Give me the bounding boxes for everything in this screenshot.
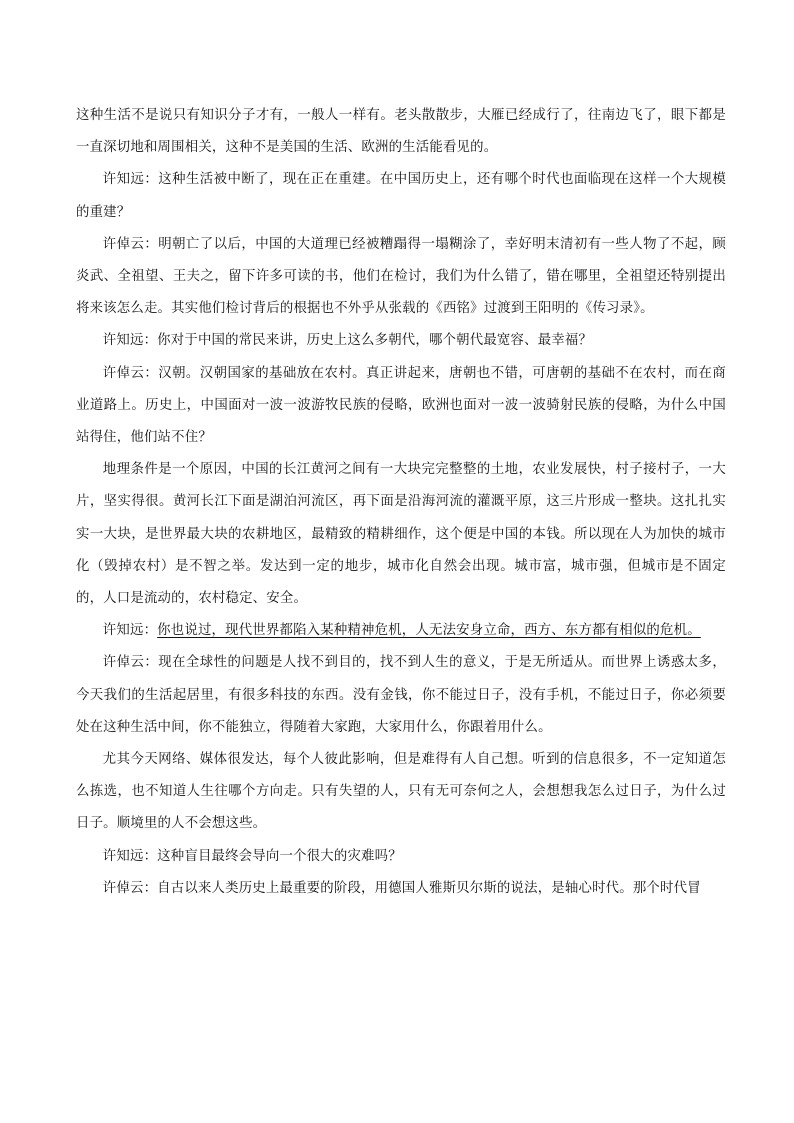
paragraph — [76, 229, 726, 326]
paragraph-text: 地理条件是一个原因，中国的长江黄河之间有一大块完完整整的土地，农业发展快，村子接村子，一大片，坚实得很。黄河长江下面是湖泊河流区，再下面是沿海河流的灌溉平原，这三片形成一整块。这扎扎实实一大块，是世界最大块的农耕地区，最精致的精耕细作，这个便是中国的本钱。所以现在人为加快的城市化（毁掉农村）是不智之举。发达到一定的地步，城市化自然会出现。城市富，城市强，但城市是不固定的，人口是流动的，农村稳定、安全。 — [76, 462, 726, 607]
speaker-label: 许知远： — [102, 172, 159, 188]
paragraph — [76, 841, 726, 873]
paragraph-text: 你对于中国的常民来讲，历史上这么多朝代，哪个朝代最宽容、最幸福？ — [157, 333, 593, 349]
paragraph — [76, 358, 726, 455]
speaker-label: 许倬云： — [102, 880, 158, 896]
paragraph-text: 这种生活不是说只有知识分子才有，一般人一样有。老头散散步，大雁已经成行了，往南边飞了，眼下都是一直深切地和周围相关，这种不是美国的生活、欧洲的生活能看见的。 — [76, 108, 726, 156]
paragraph-text: 汉朝。汉朝国家的基础放在农村。真正讲起来，唐朝也不错，可唐朝的基础不在农村，而在商业道路上。历史上，中国面对一波一波游牧民族的侵略，欧洲也面对一波一波骑射民族的侵略，为什么中国站得住，他们站不住？ — [76, 365, 726, 446]
paragraph — [76, 647, 726, 744]
paragraph — [76, 615, 726, 647]
paragraph — [76, 873, 726, 905]
speaker-label: 许倬云： — [102, 365, 159, 381]
speaker-label: 许知远： — [102, 848, 158, 864]
paragraph — [76, 100, 726, 164]
paragraph — [76, 164, 726, 228]
paragraph-text: 这种盲目最终会导向一个很大的灾难吗？ — [157, 848, 402, 864]
paragraph — [76, 454, 726, 615]
paragraph-text: 尤其今天网络、媒体很发达，每个人彼此影响，但是难得有人自己想。听到的信息很多，不一定知道怎么拣选，也不知道人生往哪个方向走。只有失望的人，只有无可奈何之人，会想想我怎么过日子，为什么过日子。顺境里的人不会想这些。 — [76, 752, 726, 832]
paragraph-text: 自古以来人类历史上最重要的阶段，用德国人雅斯贝尔斯的说法，是轴心时代。那个时代冒 — [157, 880, 701, 896]
paragraph-text: 这种生活被中断了，现在正在重建。在中国历史上，还有哪个时代也面临现在这样一个大规模的重建？ — [76, 172, 726, 220]
speaker-label: 许倬云： — [102, 655, 159, 671]
speaker-label: 许倬云： — [102, 236, 159, 252]
paragraph — [76, 325, 726, 357]
document-body — [76, 100, 726, 905]
paragraph-text: 明朝亡了以后，中国的大道理已经被糟蹋得一塌糊涂了，幸好明末清初有一些人物了不起，顾炎武、全祖望、王夫之，留下许多可读的书，他们在检讨，我们为什么错了，错在哪里，全祖望还特别提出将来该怎么走。其实他们检讨背后的根据也不外乎从张载的《西铭》过渡到王阳明的《传习录》。 — [76, 236, 726, 317]
paragraph-text: 现在全球性的问题是人找不到目的，找不到人生的意义，于是无所适从。而世界上诱惑太多，今天我们的生活起居里，有很多科技的东西。没有金钱，你不能过日子，没有手机，不能过日子，你必须要处在这种生活中间，你不能独立，得随着大家跑，大家用什么，你跟着用什么。 — [76, 655, 726, 735]
underlined-paragraph-text: 你也说过，现代世界都陷入某种精神危机，人无法安身立命，西方、东方都有相似的危机。 — [157, 623, 701, 639]
speaker-label: 许知远： — [102, 333, 158, 349]
speaker-label: 许知远： — [102, 623, 158, 639]
paragraph — [76, 744, 726, 841]
